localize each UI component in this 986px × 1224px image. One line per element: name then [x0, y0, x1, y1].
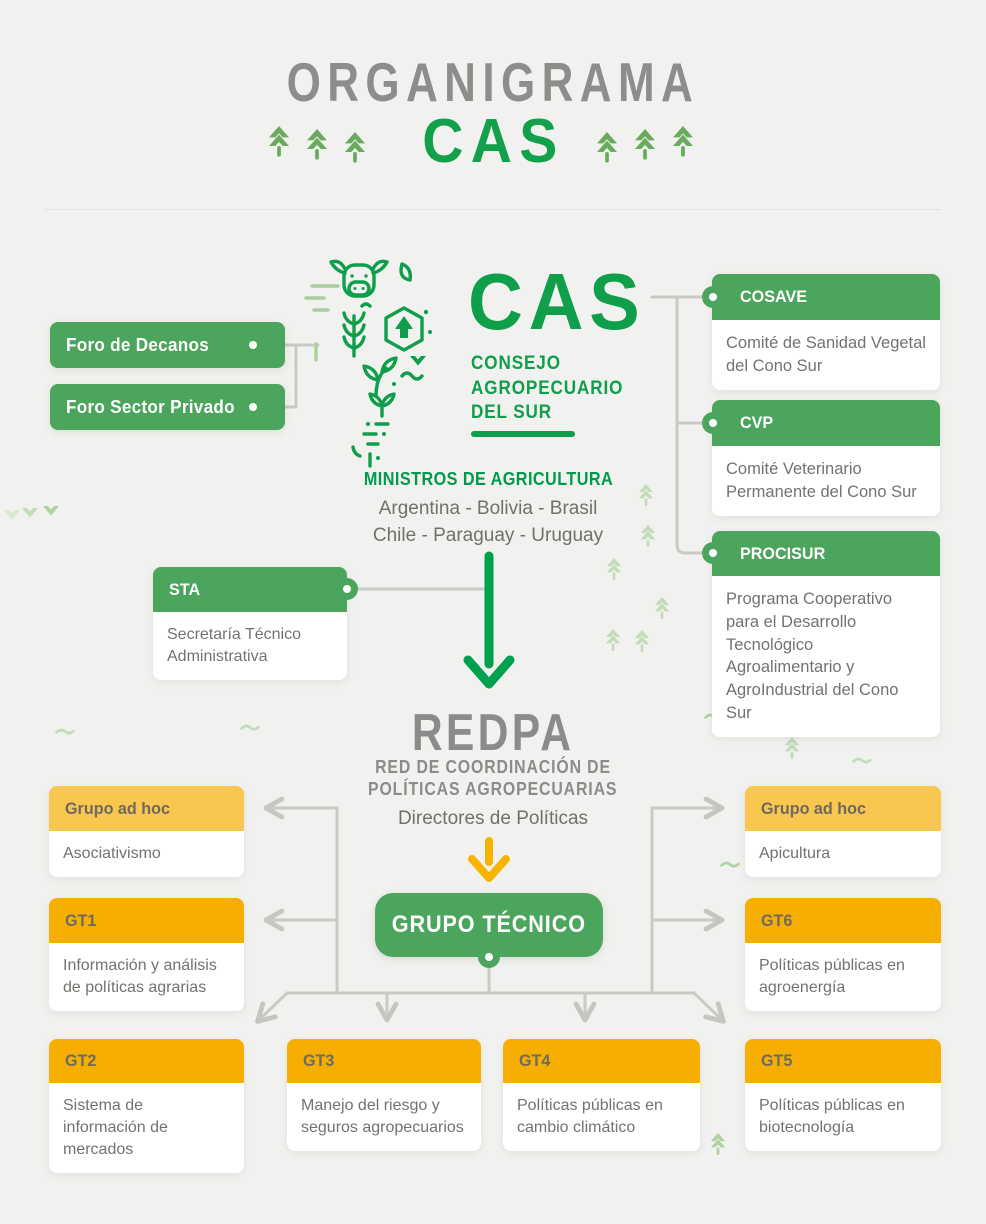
connector-node-grupo-tecnico: [478, 946, 500, 968]
group-card-header: [49, 786, 244, 831]
group-title: Grupo ad hoc: [761, 798, 866, 818]
entity-card-sta: [153, 567, 347, 680]
redpa-members: Directores de Políticas: [397, 808, 589, 829]
foro-label: Foro de Decanos: [66, 334, 210, 355]
group-title: GT3: [303, 1051, 335, 1070]
card-grupo-adhoc-right: [745, 786, 941, 877]
entity-card-header: [153, 567, 347, 612]
connector-node-cosave: [702, 286, 724, 308]
group-card-header: [745, 898, 941, 943]
group-card-header: [287, 1039, 481, 1083]
group-title: GT4: [519, 1051, 551, 1070]
redpa-title: REDPA: [411, 704, 575, 762]
group-description: Políticas públicas en agroenergía: [745, 943, 941, 1011]
entity-description: Comité Veterinario Permanente del Cono Sur: [712, 446, 940, 516]
group-title: GT2: [65, 1051, 97, 1070]
entity-card-cvp: [712, 400, 940, 516]
page-subtitle-text: CAS: [421, 107, 565, 176]
countries-line-1: Argentina - Bolivia - Brasil: [378, 498, 598, 519]
card-gt3: [287, 1039, 481, 1151]
cas-logo-name: CONSEJO AGROPECUARIO DEL SUR: [471, 353, 624, 424]
entity-card-cosave: [712, 274, 940, 390]
group-description: Políticas públicas en cambio climático: [503, 1083, 700, 1151]
group-card-header: [503, 1039, 700, 1083]
connector-node-procisur: [702, 542, 724, 564]
countries-line-2: Chile - Paraguay - Uruguay: [372, 525, 604, 546]
entity-description: Programa Cooperativo para el Desarrollo Tecnológico Agroalimentario y AgroIndustrial del Cono Sur: [712, 576, 940, 737]
connector-node-sta: [336, 578, 358, 600]
connector-node-cvp: [702, 412, 724, 434]
group-title: GT6: [761, 910, 793, 930]
entity-title: STA: [169, 579, 201, 599]
group-description: Asociativismo: [49, 831, 244, 877]
cas-map-illustration: [298, 256, 462, 470]
connector-node-foro-decanos: [242, 334, 264, 356]
group-card-header: [49, 898, 244, 943]
group-card-header: [745, 786, 941, 831]
ministros-countries: [288, 495, 688, 549]
ministros-heading: MINISTROS DE AGRICULTURA: [363, 469, 613, 489]
header-divider: [45, 209, 941, 210]
grupo-tecnico-box: GRUPO TÉCNICO: [375, 893, 603, 957]
group-title: Grupo ad hoc: [65, 798, 170, 818]
page-title-text: ORGANIGRAMA: [286, 51, 700, 113]
group-card-header: [745, 1039, 941, 1083]
entity-description: Comité de Sanidad Vegetal del Cono Sur: [712, 320, 940, 390]
group-description: Manejo del riesgo y seguros agropecuarios: [287, 1083, 481, 1151]
entity-card-header: [712, 274, 940, 320]
entity-card-header: [712, 531, 940, 576]
card-grupo-adhoc-left: [49, 786, 244, 877]
group-card-header: [49, 1039, 244, 1083]
page-subtitle-cas: [0, 106, 986, 177]
card-gt4: [503, 1039, 700, 1151]
cas-logo-acronym: CAS: [468, 257, 646, 346]
page-title: [0, 50, 986, 114]
entity-title: CVP: [740, 413, 774, 432]
entity-title: COSAVE: [740, 287, 808, 306]
foro-label: Foro Sector Privado: [66, 396, 235, 417]
redpa-subtitle: RED DE COORDINACIÓN DE POLÍTICAS AGROPECUARIAS: [368, 757, 618, 799]
cas-logo-underline: [471, 431, 575, 437]
group-title: GT5: [761, 1051, 793, 1070]
card-gt5: [745, 1039, 941, 1151]
group-description: Información y análisis de políticas agrarias: [49, 943, 244, 1011]
down-arrow-yellow: [472, 841, 506, 878]
card-gt6: [745, 898, 941, 1011]
card-gt2: [49, 1039, 244, 1173]
down-arrow-green: [468, 556, 510, 684]
group-description: Políticas públicas en biotecnología: [745, 1083, 941, 1151]
entity-description: Secretaría Técnico Administrativa: [153, 612, 347, 680]
connector-node-foro-privado: [242, 396, 264, 418]
group-title: GT1: [65, 910, 97, 930]
group-description: Sistema de información de mercados: [49, 1083, 244, 1173]
entity-title: PROCISUR: [740, 543, 826, 563]
card-gt1: [49, 898, 244, 1011]
group-description: Apicultura: [745, 831, 941, 877]
entity-card-header: [712, 400, 940, 446]
